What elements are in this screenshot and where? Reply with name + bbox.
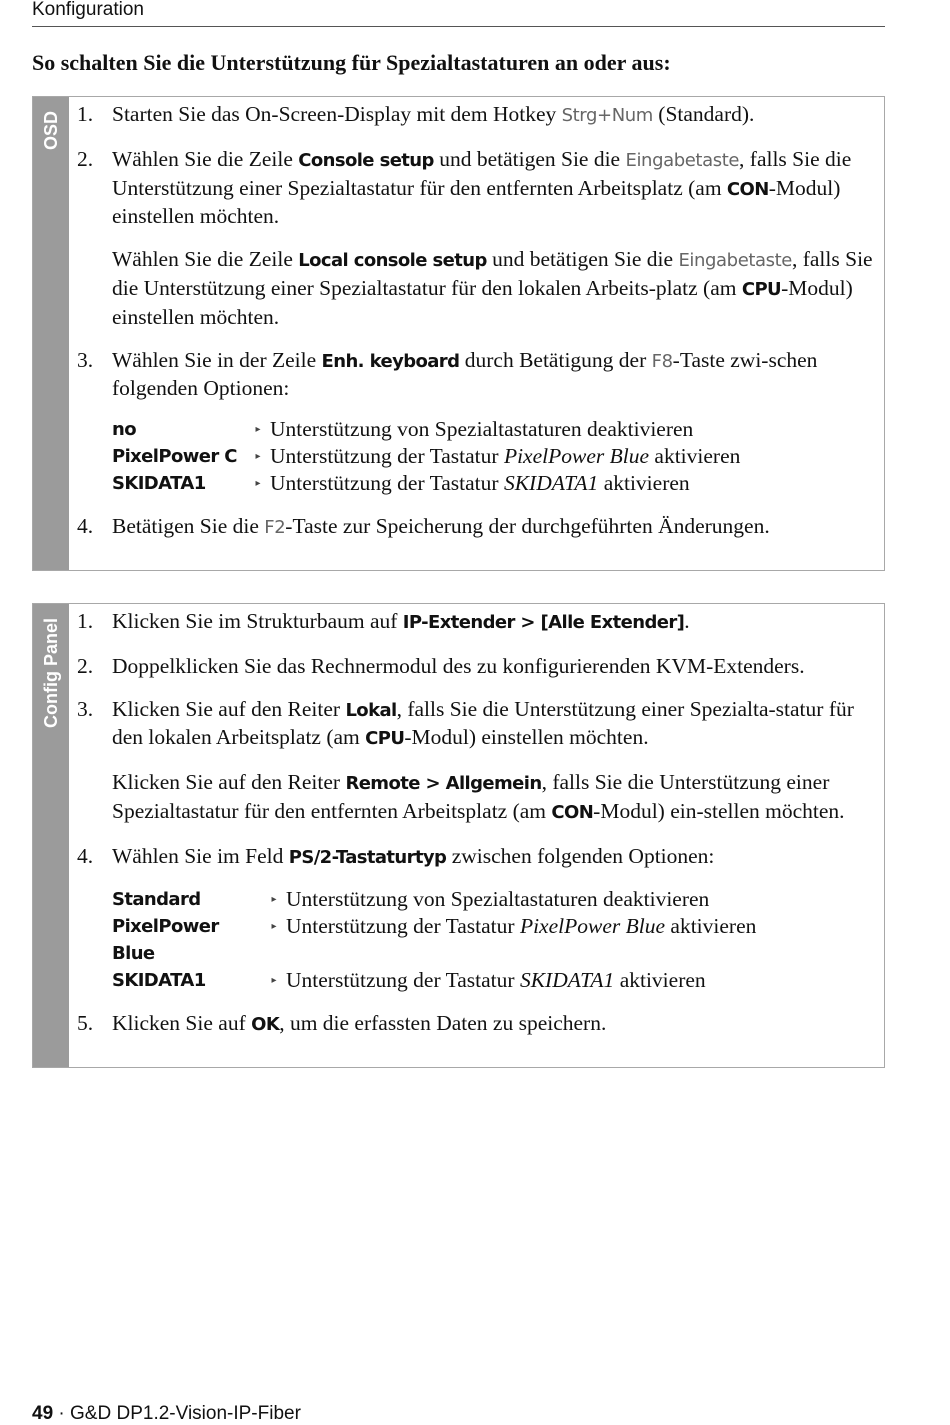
option-desc-text: Unterstützung von Spezialtastaturen deaktivieren <box>286 886 710 911</box>
step-text: Klicken Sie im Strukturbaum auf <box>112 609 403 633</box>
option-desc-italic: SKIDATA1 <box>519 967 615 992</box>
osd-steps <box>77 97 874 542</box>
button-term: OK <box>251 1013 280 1035</box>
step-text: zwischen folgenden Optionen: <box>446 843 715 868</box>
option-desc <box>286 886 709 913</box>
option-desc <box>286 913 756 967</box>
step-number: 3. <box>77 347 94 372</box>
step-text: , falls Sie die Unterstützung einer Spezialtastatur für den entfernten Arbeitsplatz (am <box>112 770 830 823</box>
step-text: (Standard). <box>652 102 755 126</box>
field-term: PS/2-Tastaturtyp <box>288 846 447 868</box>
key-term: Eingabetaste <box>678 250 792 272</box>
config-step-3 <box>77 696 874 754</box>
step-text: , falls Sie die Unterstützung einer Spezialtastatur für den lokalen Arbeits-platz (am <box>112 247 873 300</box>
triangle-bullet-icon: ▸ <box>255 478 261 490</box>
config-options-list <box>77 886 874 994</box>
option-desc-text: aktivieren <box>598 471 690 496</box>
option-desc <box>270 416 693 443</box>
option-desc <box>270 470 690 497</box>
step-number: 1. <box>77 609 94 633</box>
triangle-bullet-icon: ▸ <box>255 451 261 463</box>
option-desc <box>286 967 706 994</box>
section-intro: So schalten Sie die Unterstützung für Spezialtastaturen an oder aus: <box>32 50 671 75</box>
step-number: 3. <box>77 696 94 721</box>
config-panel-steps <box>77 604 874 1038</box>
option-desc-text: Unterstützung der Tastatur <box>270 471 504 496</box>
option-key: no <box>112 419 136 441</box>
option-desc-text: Unterstützung der Tastatur <box>270 444 504 469</box>
step-number: 4. <box>77 514 94 539</box>
page-footer <box>32 1403 301 1425</box>
module-term: CPU <box>365 728 405 750</box>
step-text: Klicken Sie auf <box>112 1010 252 1035</box>
option-row <box>112 443 874 470</box>
header-title: Konfiguration <box>32 0 144 20</box>
osd-sidebar-label: OSD <box>41 111 61 151</box>
triangle-bullet-icon: ▸ <box>255 424 261 436</box>
hotkey: Strg+Num <box>561 105 653 126</box>
config-step-5 <box>77 1010 874 1039</box>
osd-step-1 <box>77 101 874 130</box>
step-number: 5. <box>77 1010 94 1035</box>
step-number: 1. <box>77 102 94 126</box>
key-term: F2 <box>264 517 286 539</box>
osd-step-4 <box>77 513 874 542</box>
step-text: Betätigen Sie die <box>112 514 265 539</box>
step-text: Wählen Sie im Feld <box>112 843 289 868</box>
step-text: Klicken Sie auf den Reiter <box>112 696 346 721</box>
config-step-2 <box>77 653 874 680</box>
step-text: durch Betätigung der <box>459 347 652 372</box>
running-header <box>32 0 885 27</box>
step-text: und betätigen Sie die <box>486 247 679 272</box>
option-desc-italic: PixelPower Blue <box>519 913 666 938</box>
step-number: 2. <box>77 653 94 678</box>
menu-term: Console setup <box>298 149 434 171</box>
option-key: PixelPower C <box>112 446 237 468</box>
step-text: Wählen Sie die Zeile <box>112 247 299 272</box>
osd-sidebar <box>33 97 69 570</box>
step-text: Wählen Sie die Zeile <box>112 146 299 171</box>
module-term: CON <box>551 801 594 823</box>
module-term: CPU <box>741 278 782 300</box>
option-desc-italic: SKIDATA1 <box>503 471 599 496</box>
option-row <box>112 470 874 497</box>
osd-step-3 <box>77 347 874 403</box>
step-text: Klicken Sie auf den Reiter <box>112 770 346 795</box>
triangle-bullet-icon: ▸ <box>271 974 277 986</box>
config-step-3-alt <box>77 769 874 827</box>
product-name: G&D DP1.2-Vision-IP-Fiber <box>70 1403 301 1424</box>
option-desc-text: aktivieren <box>649 444 741 469</box>
option-row <box>112 416 874 443</box>
step-text: , falls Sie die Unterstützung einer Spezialta-statur für den lokalen Arbeitsplatz (am <box>112 696 854 750</box>
config-step-1 <box>77 608 874 637</box>
osd-step-2-alt <box>77 246 874 330</box>
step-number: 2. <box>77 146 94 171</box>
option-desc-italic: PixelPower Blue <box>503 444 650 469</box>
option-desc-text: Unterstützung der Tastatur <box>286 967 520 992</box>
footer-separator: · <box>53 1403 71 1424</box>
option-row <box>112 886 874 913</box>
step-text: -Taste zur Speicherung der durchgeführten Änderungen. <box>285 514 770 539</box>
step-text: -Modul) ein-stellen möchten. <box>593 798 845 823</box>
config-panel-instruction-box <box>32 603 885 1068</box>
option-desc-text: Unterstützung von Spezialtastaturen deaktivieren <box>270 417 694 442</box>
step-text: und betätigen Sie die <box>433 146 626 171</box>
option-key: SKIDATA1 <box>112 473 206 495</box>
key-term: Eingabetaste <box>625 149 740 171</box>
step-text: -Modul) einstellen möchten. <box>404 725 649 750</box>
step-text: . <box>684 609 690 633</box>
config-step-4 <box>77 843 874 872</box>
option-key: SKIDATA1 <box>112 969 206 991</box>
option-desc <box>270 443 740 470</box>
tab-term: Remote > Allgemein <box>345 773 542 795</box>
step-text: -Modul) einstellen möchten. <box>112 275 853 329</box>
triangle-bullet-icon: ▸ <box>271 920 277 932</box>
step-text: , falls Sie die Unterstützung einer Spezialtastatur für den entfernten Arbeitsplatz (am <box>112 146 852 200</box>
step-text: Doppelklicken Sie das Rechnermodul des zu konfigurierenden KVM-Extenders. <box>112 653 805 678</box>
option-desc-text: Unterstützung der Tastatur <box>286 913 520 938</box>
option-row <box>112 913 874 967</box>
step-number: 4. <box>77 843 94 868</box>
step-text: Starten Sie das On-Screen-Display mit dem Hotkey <box>112 102 562 126</box>
config-panel-sidebar <box>33 604 69 1067</box>
key-term: F8 <box>651 350 673 372</box>
step-text: Wählen Sie in der Zeile <box>112 347 322 372</box>
step-text: -Taste zwi-schen folgenden Optionen: <box>112 347 818 401</box>
step-text: , um die erfassten Daten zu speichern. <box>279 1010 607 1035</box>
page-number: 49 <box>32 1403 54 1424</box>
module-term: CON <box>726 178 769 200</box>
osd-options-list <box>77 416 874 497</box>
triangle-bullet-icon: ▸ <box>271 893 277 905</box>
step-text: -Modul) einstellen möchten. <box>112 175 841 229</box>
config-panel-sidebar-label: Config Panel <box>41 618 61 729</box>
menu-term: Local console setup <box>298 250 487 272</box>
osd-instruction-box <box>32 96 885 571</box>
menu-term: Enh. keyboard <box>321 350 460 372</box>
option-key: PixelPower Blue <box>112 915 219 964</box>
option-desc-text: aktivieren <box>614 967 706 992</box>
option-row <box>112 967 874 994</box>
tab-term: Lokal <box>345 699 397 721</box>
option-desc-text: aktivieren <box>665 913 757 938</box>
option-key: Standard <box>112 888 201 910</box>
menu-path: IP-Extender > [Alle Extender] <box>402 612 685 633</box>
osd-step-2 <box>77 146 874 230</box>
